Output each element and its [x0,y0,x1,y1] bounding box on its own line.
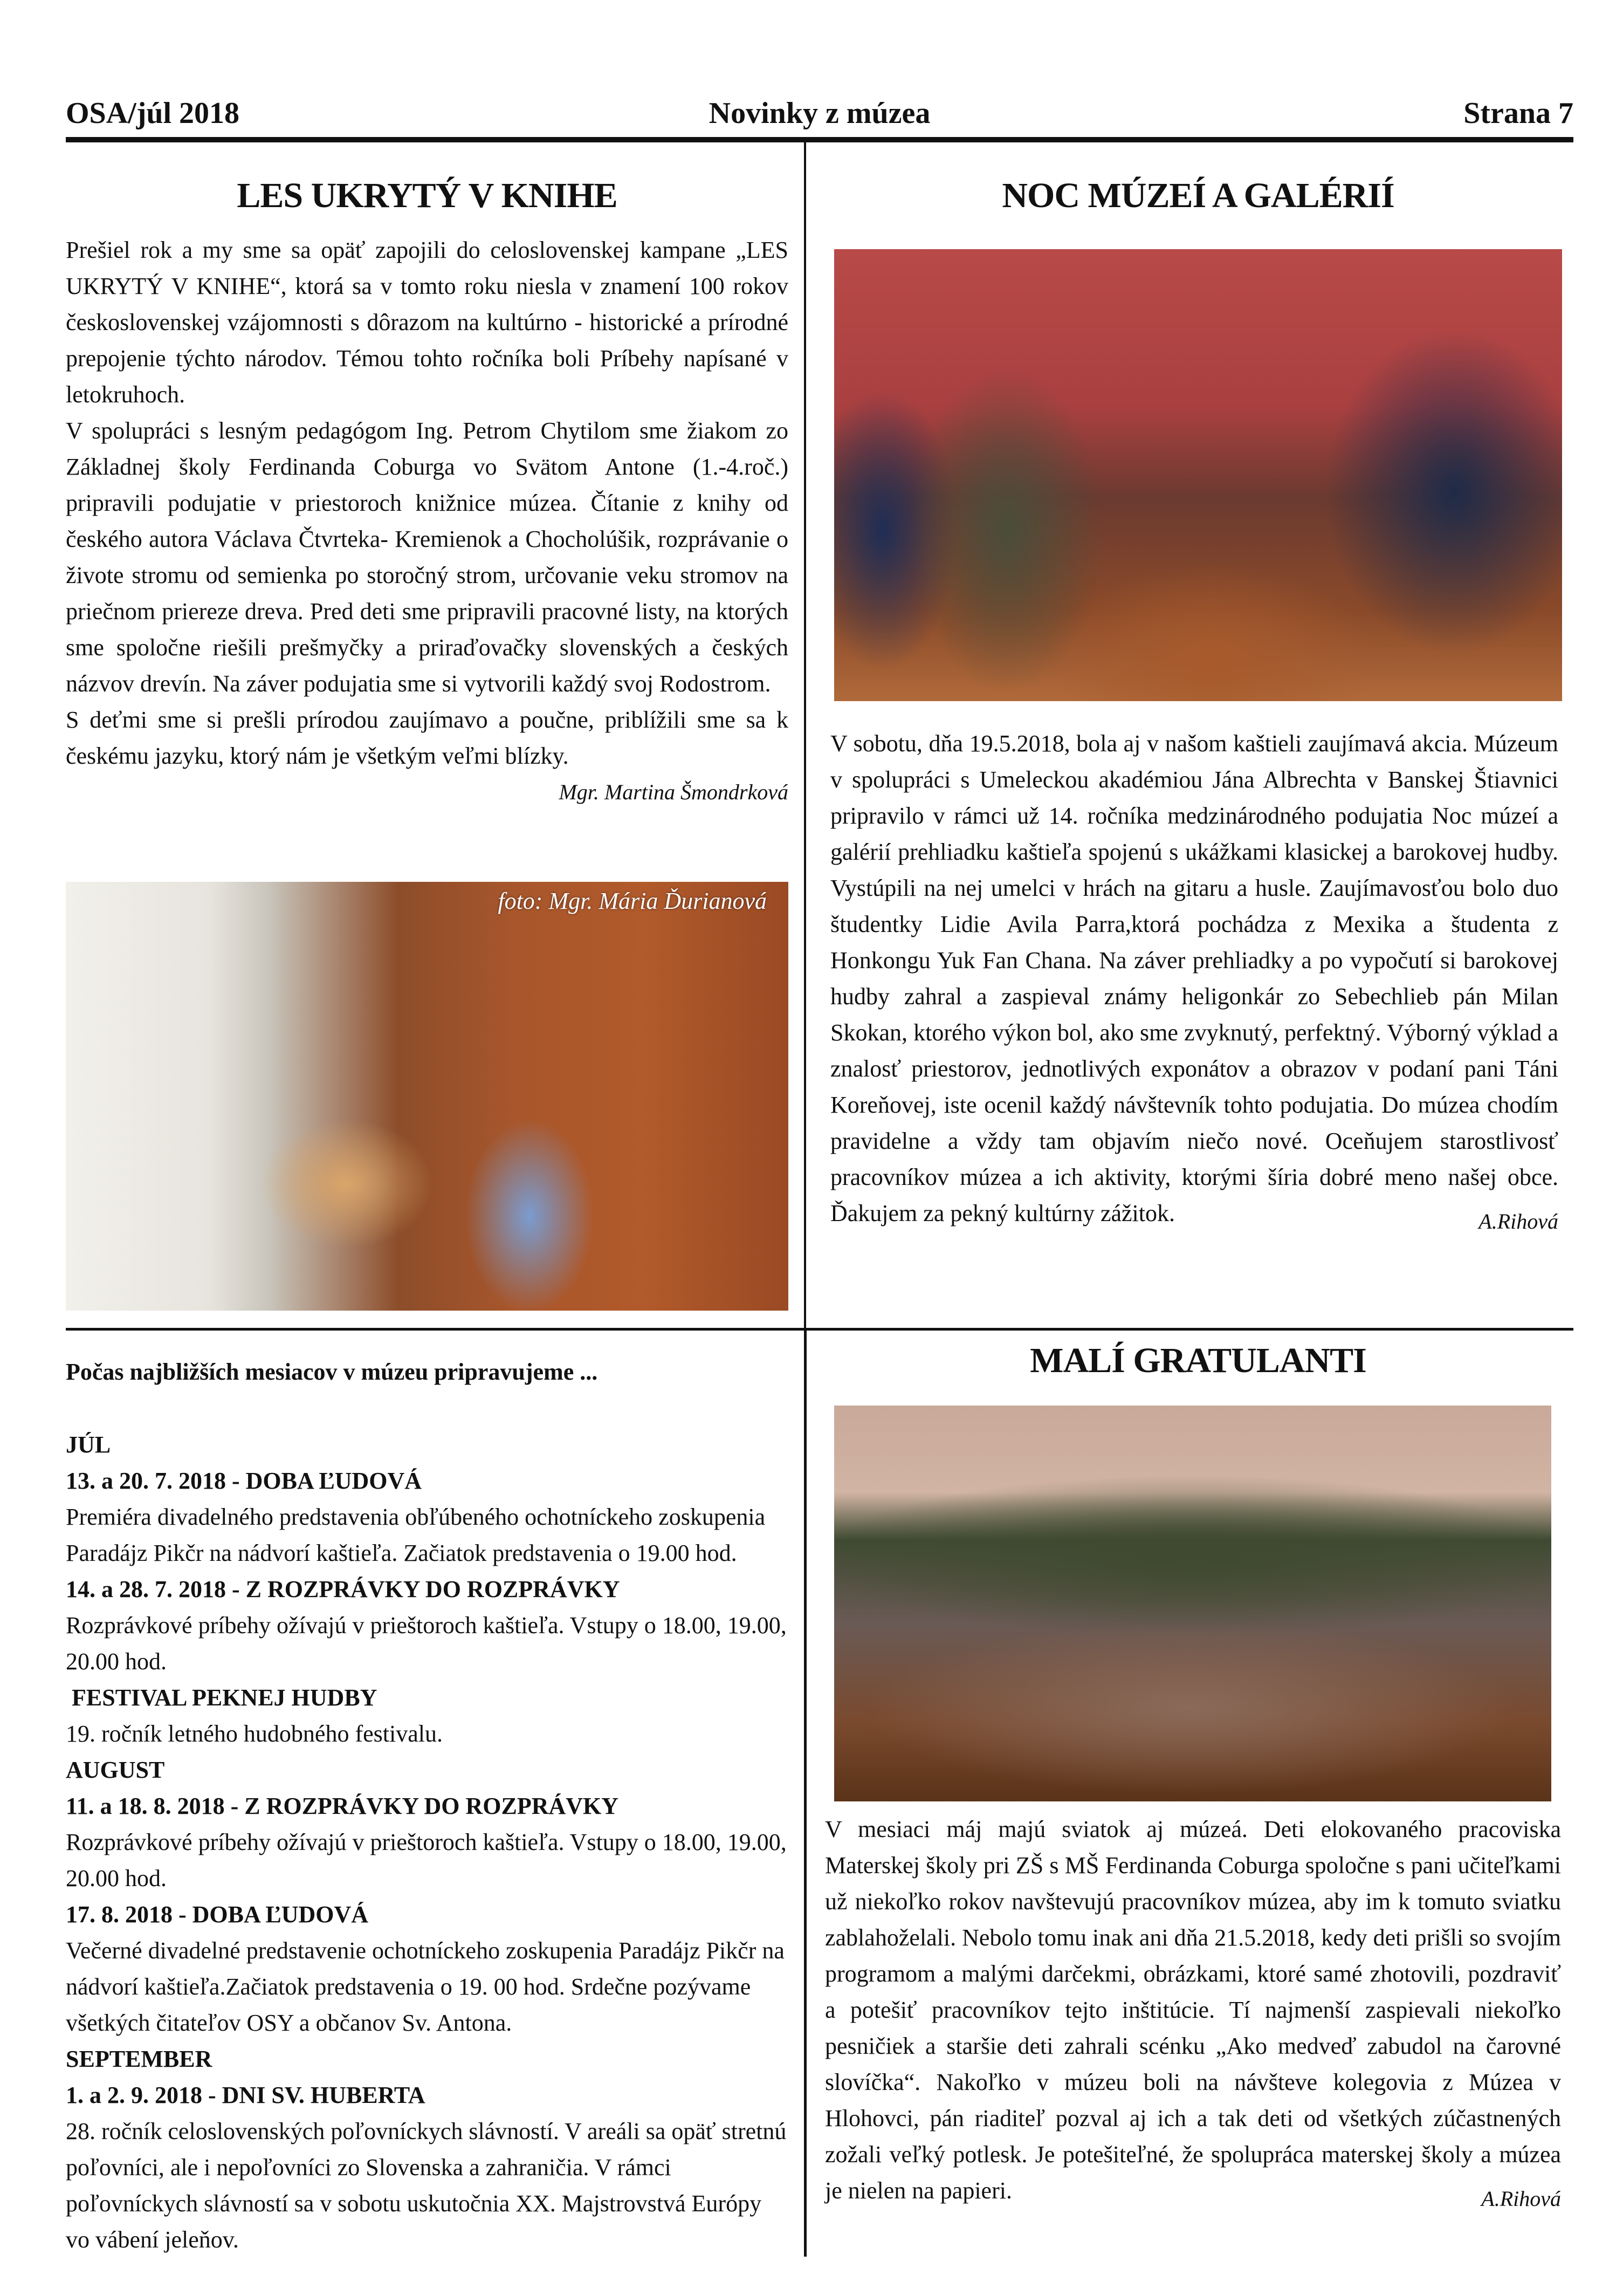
event-title: 17. 8. 2018 - DOBA ĽUDOVÁ [66,1901,369,1928]
author-signature: A.Rihová [1478,1209,1558,1233]
paragraph: S deťmi sme si prešli prírodou zaujímavo a poučne, priblížili sme sa k českému jazyku, ktorý nám je všetkým veľmi blízky. [66,707,788,769]
paragraph: V spolupráci s lesným pedagógom Ing. Petrom Chytilom sme žiakom zo Základnej školy Ferdinanda Coburga vo Svätom Antone (1.-4.roč.) pripravili podujatie v priestoroch knižnice múzea. Čítanie z knihy od českého autora Václava Čtvrteka- Kremienok a Chocholúšik, rozprávanie o živote stromu od semienka po storočný strom, určovanie veku stromov na priečnom priereze dreva. Pred deti sme pripravili pracovné listy, na ktorých sme spoločne riešili prešmyčky a priraďovačky slovenských a českých názvov drevín. Na záver podujatia sme si vytvorili každý svoj Rodostrom. [66,417,788,697]
paragraph: V mesiaci máj majú sviatok aj múzeá. Deti elokovaného pracoviska Materskej školy pri ZŠ s MŠ Ferdinanda Coburga spoločne s pani učiteľkami už niekoľko rokov navštevujú pracovníkov múzea, aby im k tomuto sviatku zablahoželali. Nebolo tomu inak ani dňa 21.5.2018, kedy deti prišli so svojím programom a malými darčekmi, obrázkami, ktoré samé zhotovili, pozdraviť a potešiť pracovníkov tejto inštitúcie. Tí najmenší zaspievali niekoľko pesničiek a staršie deti zahrali scénku „Ako medveď zabudol na čarovné slovíčka“. Nakoľko v múzeu boli na návšteve kolegovia z Múzea v Hlohovci, pán riaditeľ pozval aj ich a tak deti od všetkých zúčastnených zožali veľký potlesk. Je potešiteľné, že spolupráca materskej školy a múzea je nielen na papieri. [825,1816,1561,2204]
event-description: Rozprávkové príbehy ožívajú v prieštoroch kaštieľa. Vstupy o 18.00, 19.00, 20.00 hod. [66,1829,787,1891]
header-rule [66,137,1573,142]
author-signature: A.Rihová [1481,2187,1561,2211]
author-signature: Mgr. Martina Šmondrková [559,780,788,804]
program-list [66,1427,788,2258]
article-title: LES UKRYTÝ V KNIHE [237,176,617,215]
article-body [830,725,1558,1239]
event-description: Večerné divadelné predstavenie ochotníckeho zoskupenia Paradájz Pikčr na nádvorí kaštieľa.Začiatok predstavenia o 19. 00 hod. Srdečne pozývame všetkých čitateľov OSY a občanov Sv. Antona. [66,1937,785,2036]
page-header [66,92,1573,135]
event-description: 19. ročník letného hudobného festivalu. [66,1721,443,1747]
photo-library-children [66,882,788,1311]
photo-concert-hall [834,249,1562,701]
event-title: FESTIVAL PEKNEJ HUDBY [66,1684,377,1711]
paragraph: Prešiel rok a my sme sa opäť zapojili do celoslovenskej kampane „LES UKRYTÝ V KNIHE“, ktorá sa v tomto roku niesla v znamení 100 rokov československej vzájomnosti s dôrazom na kultúrno - historické a prírodné prepojenie týchto národov. Témou tohto ročníka boli Príbehy napísané v letokruhoch. [66,237,788,408]
event-description: Rozprávkové príbehy ožívajú v prieštoroch kaštieľa. Vstupy o 18.00, 19.00, 20.00 hod. [66,1612,787,1675]
column-divider-bottom [804,1328,807,2257]
article-body [66,232,788,810]
photo-group-children [834,1406,1551,1801]
article-body [825,1811,1561,2217]
section-divider-left [66,1328,806,1331]
page-number: Strana 7 [1463,97,1573,130]
column-divider-top [804,141,806,1333]
paragraph: V sobotu, dňa 19.5.2018, bola aj v našom kaštieli zaujímavá akcia. Múzeum v spolupráci s Umeleckou akadémiou Jána Albrechta v Banskej Štiavnici pripravilo v rámci už 14. ročníka medzinárodného podujatia Noc múzeí a galérií prehliadku kaštieľa spojenú s ukážkami klasickej a barokovej hudby. Vystúpili na nej umelci v hrách na gitaru a husle. Zaujímavosťou bolo duo študentky Lidie Avila Parra,ktorá pochádza z Mexika a študenta z Honkongu Yuk Fan Chana. Na záver prehliadky a po vypočutí si barokovej hudby zahral a zaspieval známy heligonkár zo Sebechlieb pán Milan Skokan, ktorého výkon bol, ako sme zvyknutý, perfektný. Výborný výklad a znalosť priestorov, jednotlivých exponátov a obrazov v podaní pani Táni Koreňovej, iste ocenil každý návštevník tohto podujatia. Do múzea chodím pravidelne a vždy tam objavím niečo nové. Oceňujem starostlivosť pracovníkov múzea a ich aktivity, ktorými šíria dobré meno našej obce. Ďakujem za pekný kultúrny zážitok. [830,730,1558,1226]
article-title: MALÍ GRATULANTI [1030,1341,1366,1380]
month-heading: SEPTEMBER [66,2046,212,2072]
month-heading: JÚL [66,1431,111,1458]
program-heading: Počas najbližších mesiacov v múzeu pripravujeme ... [66,1359,598,1385]
event-title: 1. a 2. 9. 2018 - DNI SV. HUBERTA [66,2082,425,2108]
article-title: NOC MÚZEÍ A GALÉRIÍ [1002,176,1394,215]
event-description: 28. ročník celoslovenských poľovníckych slávností. V areáli sa opäť stretnú poľovníci, ale i nepoľovníci zo Slovenska a zahraničia. V rámci poľovníckych slávností sa v sobotu uskutočnia XX. Majstrovstvá Európy vo vábení jeleňov. [66,2118,787,2253]
event-title: 11. a 18. 8. 2018 - Z ROZPRÁVKY DO ROZPRÁVKY [66,1793,619,1819]
event-description: Premiéra divadelného predstavenia obľúbeného ochotníckeho zoskupenia Paradájz Pikčr na nádvorí kaštieľa. Začiatok predstavenia o 19.00 hod. [66,1504,766,1566]
event-title: 13. a 20. 7. 2018 - DOBA ĽUDOVÁ [66,1468,422,1494]
photo-credit: foto: Mgr. Mária Ďurianová [498,888,767,914]
section-title: Novinky z múzea [709,97,931,130]
issue-label: OSA/júl 2018 [66,97,240,130]
section-divider-right [804,1328,1573,1331]
event-title: 14. a 28. 7. 2018 - Z ROZPRÁVKY DO ROZPRÁVKY [66,1576,620,1602]
month-heading: AUGUST [66,1757,165,1783]
